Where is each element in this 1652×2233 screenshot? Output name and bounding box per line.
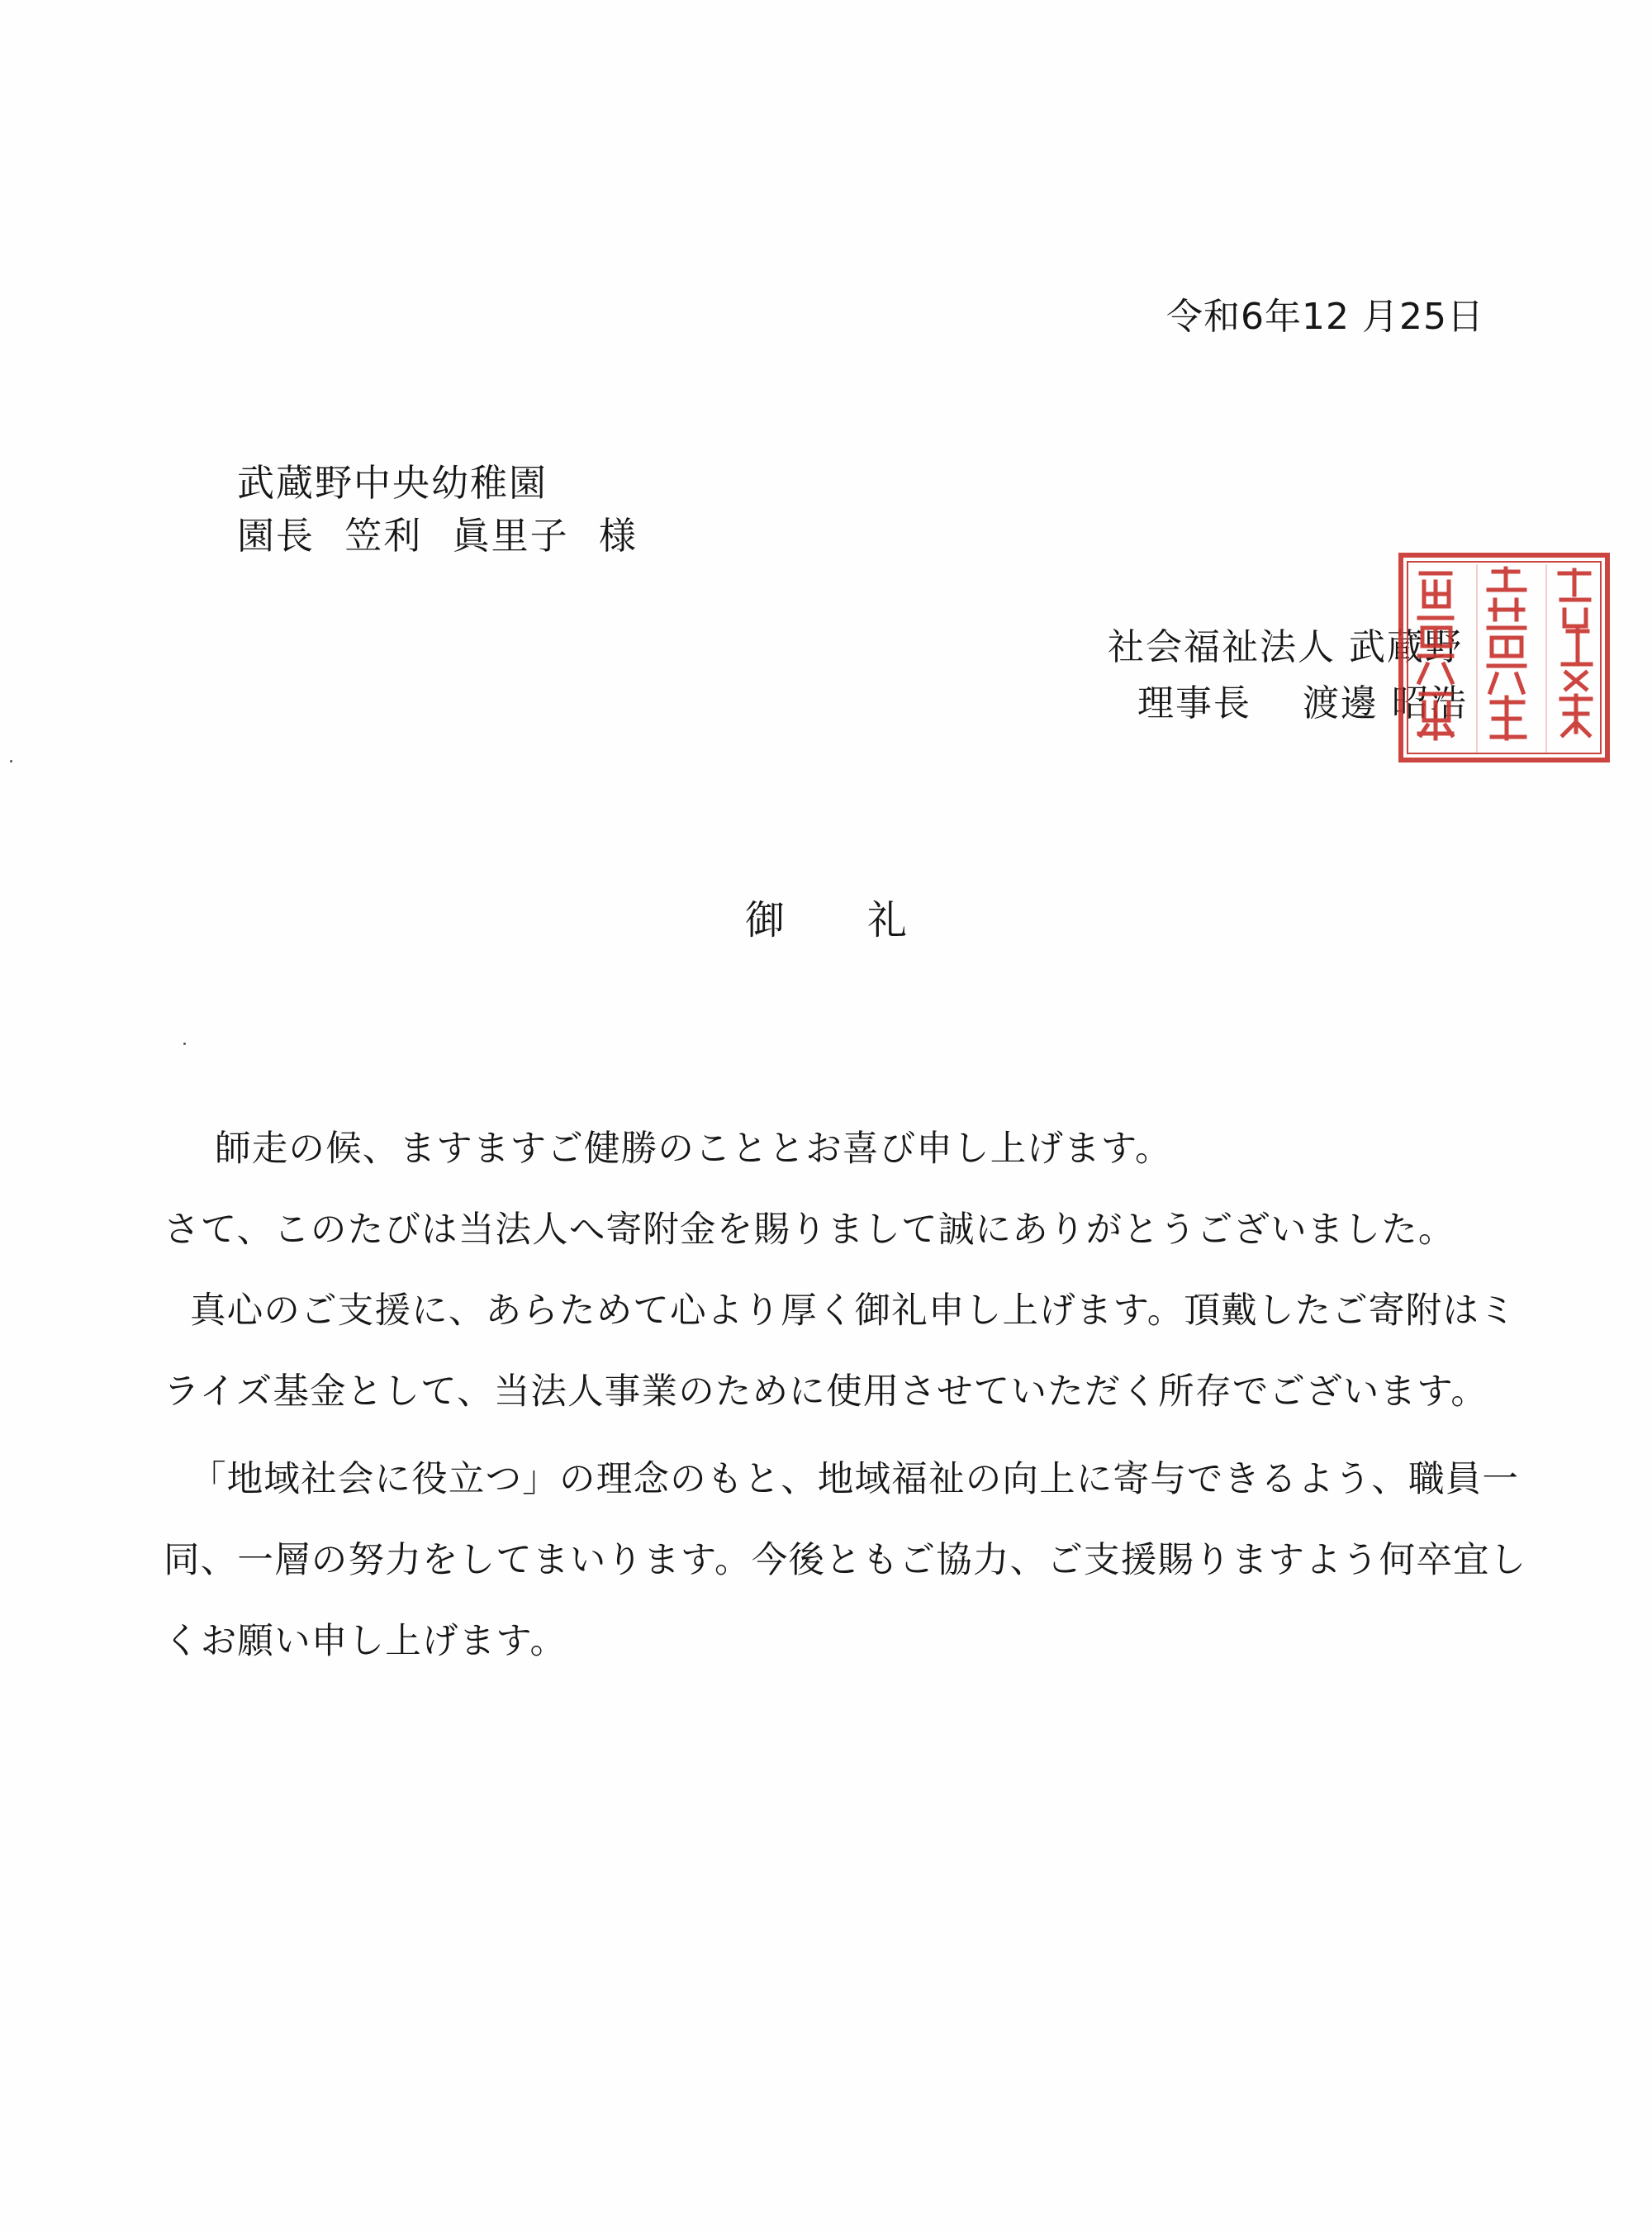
sender-name: 理事長 渡邊 昭浩 [1137, 682, 1468, 725]
letter-title: 御礼 [744, 897, 990, 943]
body-line: くお願い申し上げます。 [164, 1621, 567, 1662]
body-line: 「地域社会に役立つ」の理念のもと、地域福祉の向上に寄与できるよう、職員一 [190, 1459, 1520, 1500]
body-line: ライズ基金として、当法人事業のために使用させていただく所存でございます。 [164, 1371, 1488, 1413]
body-line: さて、このたびは当法人へ寄附金を賜りまして誠にありがとうございました。 [164, 1209, 1455, 1251]
sender-organization: 社会福祉法人 武蔵野 [1108, 626, 1463, 668]
letter-date: 令和6年12 月25日 [1166, 296, 1484, 338]
body-line: 師走の候、ますますご健勝のこととお喜び申し上げます。 [215, 1128, 1172, 1170]
recipient-name: 園長 笠利 眞里子 様 [237, 514, 638, 558]
body-line: 同、一層の努力をしてまいります。今後ともご協力、ご支援賜りますよう何卒宜し [164, 1540, 1527, 1581]
official-seal-stamp [1394, 549, 1614, 767]
recipient-organization: 武蔵野中央幼稚園 [237, 461, 548, 505]
body-line: 真心のご支援に、あらためて心より厚く御礼申し上げます。頂戴したご寄附はミ [190, 1290, 1517, 1332]
